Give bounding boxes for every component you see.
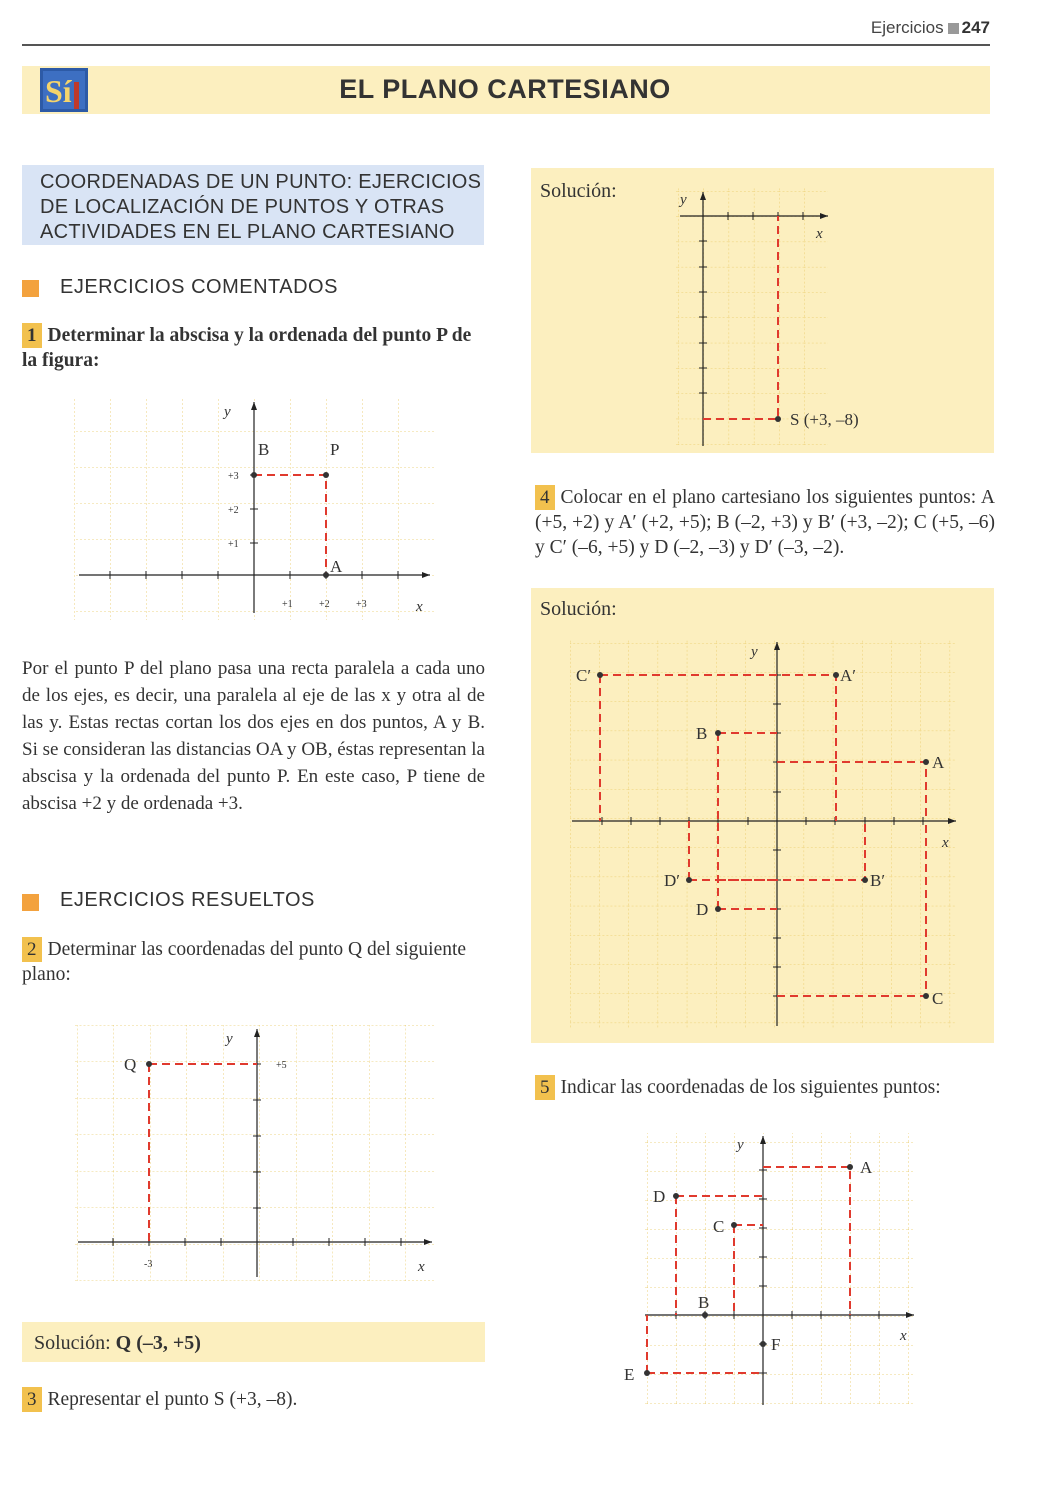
solution-4-label: Solución: [540, 598, 617, 620]
exercise-number: 3 [22, 1387, 42, 1412]
axis-x-label: x [416, 599, 423, 615]
x-tick-label: +3 [356, 599, 367, 610]
logo-text: Sí [45, 73, 72, 109]
point-label: D [653, 1187, 666, 1206]
exercise-text: Determinar las coordenadas del punto Q del siguiente plano: [22, 939, 467, 985]
point-label: A′ [840, 666, 856, 685]
y-tick-label: +2 [228, 505, 239, 516]
point-label: A [330, 557, 343, 576]
point-label: C [713, 1217, 725, 1236]
header-rule [22, 44, 990, 46]
solution-3-label: Solución: [540, 180, 617, 202]
point-label: D [696, 900, 709, 919]
solution-answer: Q (–3, +5) [115, 1332, 201, 1354]
point-label: C′ [576, 666, 592, 685]
figure-2 [74, 1025, 436, 1281]
axis-x-label: x [900, 1328, 907, 1344]
figure-1 [74, 398, 434, 620]
axis-y-label: y [680, 192, 687, 208]
subhead-commented: EJERCICIOS COMENTADOS [60, 276, 338, 298]
bullet-square [22, 894, 39, 911]
point-label: S (+3, –8) [790, 410, 859, 429]
figure-5 [620, 1133, 920, 1408]
y-tick-label: +5 [276, 1060, 287, 1071]
exercise-text: Representar el punto S (+3, –8). [47, 1389, 298, 1410]
running-head [871, 18, 990, 38]
section-title: COORDENADAS DE UN PUNTO: EJERCICIOS DE LOCALIZACIÓN DE PUNTOS Y OTRAS ACTIVIDADES EN EL PLANO CARTESIANO [40, 171, 482, 243]
exercise-1 [22, 323, 485, 373]
exercise-text: Determinar la abscisa y la ordenada del punto P de la figura: [22, 325, 472, 371]
axis-x-label: x [816, 226, 823, 242]
y-tick-label: +1 [228, 539, 239, 550]
square-icon [948, 23, 959, 34]
axis-y-label: y [224, 404, 231, 420]
exercise-text: Colocar en el plano cartesiano los siguientes puntos: A (+5, +2) y A′ (+2, +5); B (–2, +3) y B′ (+3, –2); C (+5, –6) y C′ (–6, +5) y D (–2, –3) y D′ (–3, –2). [535, 487, 995, 558]
point-label: B [258, 440, 270, 459]
point-label: C [932, 989, 944, 1008]
page-title: EL PLANO CARTESIANO [339, 74, 671, 104]
exercise-number: 5 [535, 1075, 555, 1100]
running-head-label: Ejercicios [870, 18, 944, 37]
exercise-number: 2 [22, 937, 42, 962]
exercise-4 [535, 485, 995, 560]
figure-4 [570, 640, 960, 1030]
point-label: D′ [664, 871, 680, 890]
x-tick-label: -3 [144, 1259, 153, 1270]
axis-y-label: y [737, 1137, 744, 1153]
exercise-number: 1 [22, 323, 42, 348]
exercise-text: Indicar las coordenadas de los siguientes puntos: [560, 1077, 941, 1098]
paragraph-1: Por el punto P del plano pasa una recta paralela a cada uno de los ejes, es decir, una paralela al eje de las x y otra al de las y. Estas rectas cortan los dos ejes en dos puntos, A y B. Si se consideran las distancias OA y OB, éstas representan la abscisa y la ordenada del punto P. En este caso, P tiene de abscisa +2 y de ordenada +3. [22, 658, 485, 814]
point-label: A [932, 753, 945, 772]
x-tick-label: +1 [282, 599, 293, 610]
exercise-number: 4 [535, 485, 555, 510]
point-label: F [771, 1335, 781, 1354]
solution-label: Solución: [34, 1332, 111, 1354]
exercise-2 [22, 937, 485, 987]
exercise-3 [22, 1387, 485, 1412]
y-tick-label: +3 [228, 471, 239, 482]
point-label: Q [124, 1055, 137, 1074]
point-label: A [860, 1158, 873, 1177]
figure-3 [676, 188, 876, 450]
exercise-5 [535, 1075, 995, 1100]
axis-y-label: y [226, 1031, 233, 1047]
point-label: E [624, 1365, 635, 1384]
x-tick-label: +2 [319, 599, 330, 610]
axis-x-label: x [942, 835, 949, 851]
bullet-square [22, 280, 39, 297]
subhead-solved: EJERCICIOS RESUELTOS [60, 889, 315, 911]
page-number: 247 [961, 18, 990, 37]
point-label: B′ [870, 871, 886, 890]
point-label: B [698, 1293, 710, 1312]
point-label: B [696, 724, 708, 743]
point-label: P [330, 440, 340, 459]
axis-x-label: x [418, 1259, 425, 1275]
solution-2 [34, 1331, 201, 1356]
axis-y-label: y [751, 644, 758, 660]
